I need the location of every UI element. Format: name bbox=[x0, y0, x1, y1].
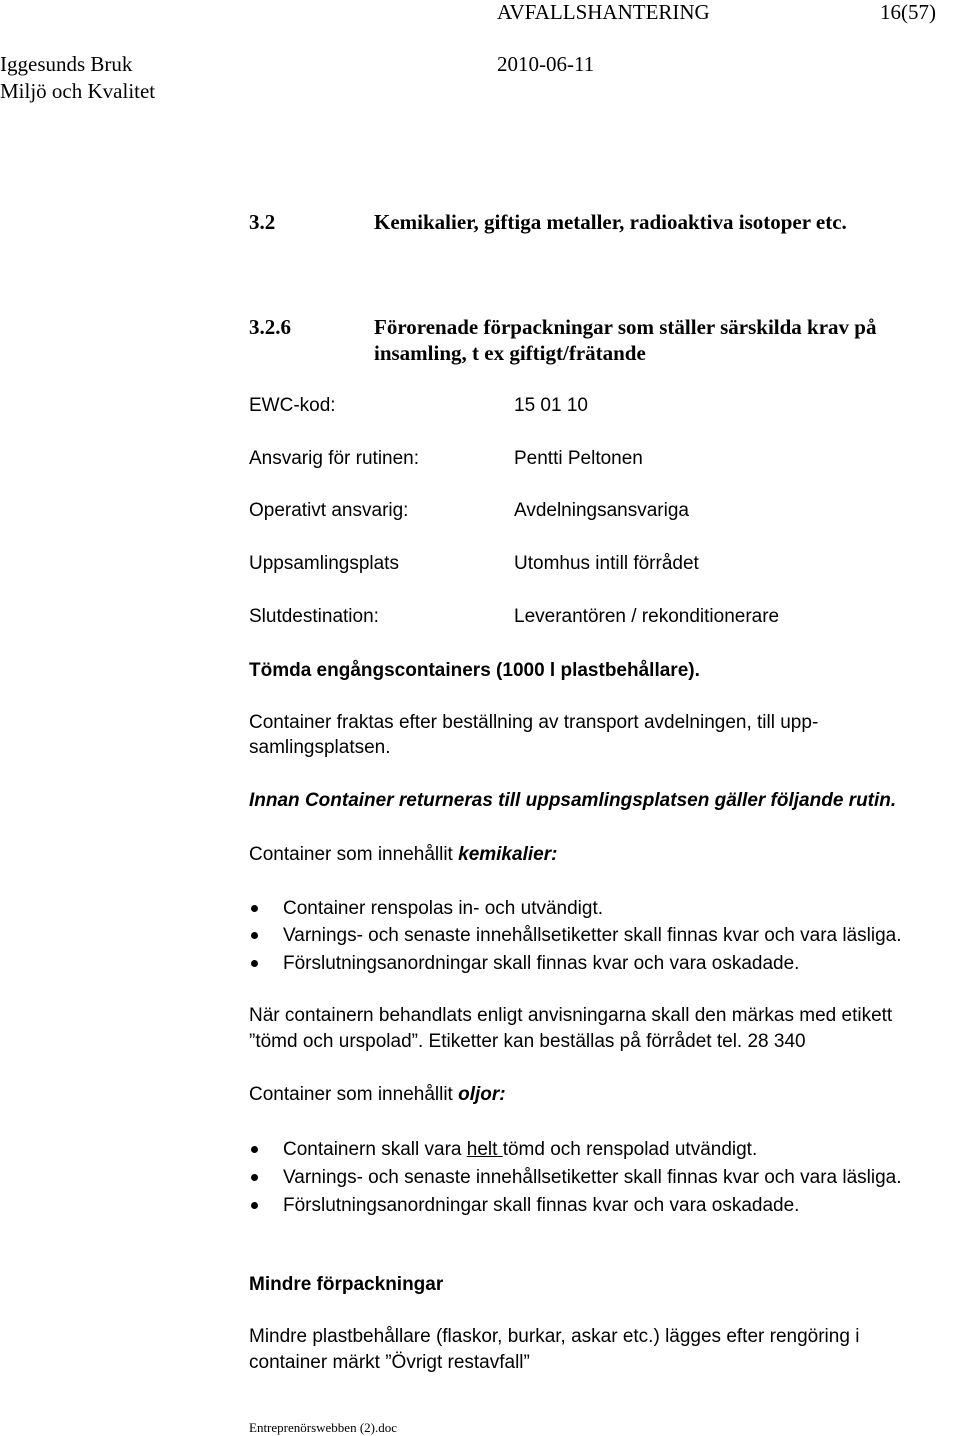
oil-bullet-1 bbox=[283, 1138, 757, 1162]
bullet-dot bbox=[251, 932, 258, 939]
oils-intro bbox=[249, 1083, 506, 1107]
bullet-dot bbox=[251, 1146, 258, 1153]
chemicals-intro bbox=[249, 843, 557, 867]
chem-bullet-3: Förslutningsanordningar skall finnas kvar och vara oskadade. bbox=[283, 953, 800, 974]
subsection-number: 3.2.6 bbox=[249, 315, 291, 339]
field-label-collection: Uppsamlingsplats bbox=[249, 553, 399, 574]
transport-line-1: Container fraktas efter beställning av transport avdelningen, till upp- bbox=[249, 712, 819, 733]
subsection-title-line1: Förorenade förpackningar som ställer särskilda krav på bbox=[374, 315, 877, 339]
small-packaging-heading: Mindre förpackningar bbox=[249, 1274, 444, 1295]
section-title: Kemikalier, giftiga metaller, radioaktiva isotoper etc. bbox=[374, 210, 847, 234]
oil-bullet-2: Varnings- och senaste innehållsetiketter skall finnas kvar och vara läsliga. bbox=[283, 1167, 902, 1188]
marking-line-2: ”tömd och urspolad”. Etiketter kan beställas på förrådet tel. 28 340 bbox=[249, 1031, 806, 1052]
header-page-number: 16(57) bbox=[880, 0, 936, 24]
oils-intro-prefix: Container som innehållit bbox=[249, 1084, 459, 1105]
chem-bullet-1: Container renspolas in- och utvändigt. bbox=[283, 898, 604, 919]
empty-containers-heading: Tömda engångscontainers (1000 l plastbehållare). bbox=[249, 660, 700, 681]
field-value-ewc: 15 01 10 bbox=[514, 395, 588, 416]
small-packaging-line-1: Mindre plastbehållare (flaskor, burkar, askar etc.) lägges efter rengöring i bbox=[249, 1326, 860, 1347]
chemicals-intro-prefix: Container som innehållit bbox=[249, 844, 459, 865]
rule-heading: Innan Container returneras till uppsamlingsplatsen gäller följande rutin. bbox=[249, 790, 897, 811]
subsection-title-line2: insamling, t ex giftigt/frätande bbox=[374, 341, 646, 365]
bullet-dot bbox=[251, 905, 258, 912]
bullet-dot bbox=[251, 1174, 258, 1181]
section-number: 3.2 bbox=[249, 210, 276, 234]
oil-bullet-3: Förslutningsanordningar skall finnas kvar och vara oskadade. bbox=[283, 1195, 800, 1216]
oil-bullet-1-underlined: helt bbox=[466, 1139, 503, 1160]
field-value-responsible: Pentti Peltonen bbox=[514, 448, 643, 469]
oils-intro-emphasis: oljor: bbox=[458, 1084, 506, 1105]
bullet-dot bbox=[251, 1202, 258, 1209]
field-label-destination: Slutdestination: bbox=[249, 606, 379, 627]
oil-bullet-1-prefix: Containern skall vara bbox=[283, 1139, 467, 1160]
field-value-destination: Leverantören / rekonditionerare bbox=[514, 606, 780, 627]
header-department: Miljö och Kvalitet bbox=[0, 79, 156, 103]
footer-filename: Entreprenörswebben (2).doc bbox=[249, 1420, 397, 1435]
field-value-operative: Avdelningsansvariga bbox=[514, 500, 689, 521]
chem-bullet-2: Varnings- och senaste innehållsetiketter skall finnas kvar och vara läsliga. bbox=[283, 925, 902, 946]
field-label-responsible: Ansvarig för rutinen: bbox=[249, 448, 420, 469]
field-label-ewc: EWC-kod: bbox=[249, 395, 336, 416]
transport-line-2: samlingsplatsen. bbox=[249, 737, 391, 758]
field-label-operative: Operativt ansvarig: bbox=[249, 500, 409, 521]
chemicals-intro-emphasis: kemikalier: bbox=[458, 844, 558, 865]
field-value-collection: Utomhus intill förrådet bbox=[514, 553, 699, 574]
marking-line-1: När containern behandlats enligt anvisningarna skall den märkas med etikett bbox=[249, 1005, 893, 1026]
header-section-title: AVFALLSHANTERING bbox=[497, 0, 710, 24]
header-company: Iggesunds Bruk bbox=[0, 52, 133, 76]
oil-bullet-1-suffix: tömd och renspolad utvändigt. bbox=[502, 1139, 758, 1160]
bullet-dot bbox=[251, 960, 258, 967]
small-packaging-line-2: container märkt ”Övrigt restavfall” bbox=[249, 1352, 530, 1373]
header-date: 2010-06-11 bbox=[497, 52, 595, 76]
